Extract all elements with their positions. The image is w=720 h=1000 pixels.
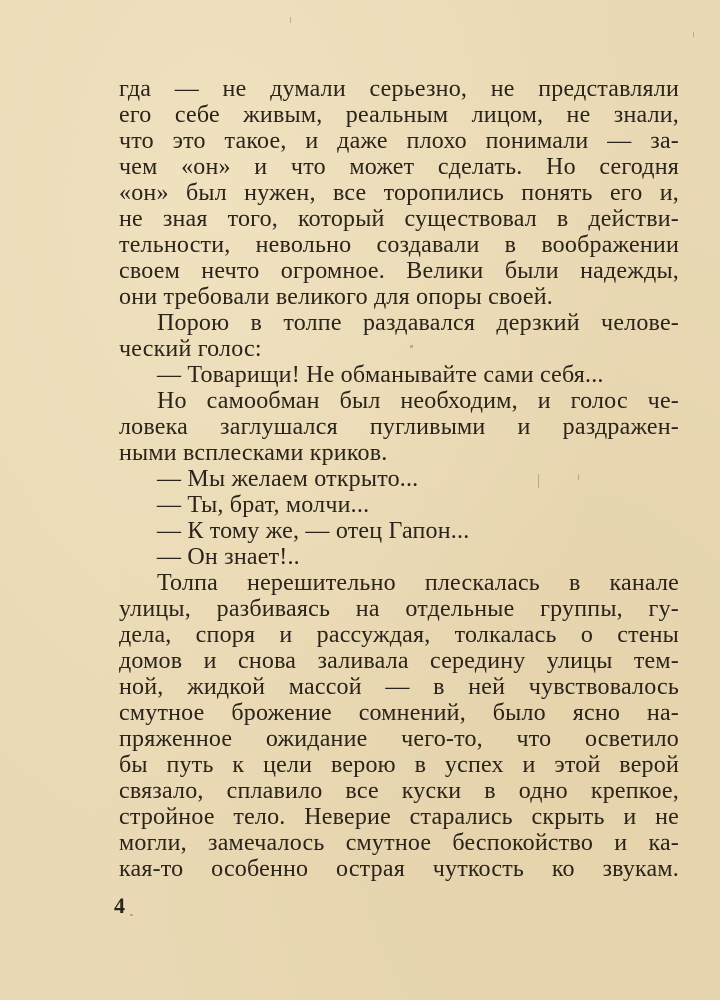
text-line: чем «он» и что может сделать. Но сегодня — [119, 154, 679, 180]
text-line: кая-то особенно острая чуткость ко звукам. — [119, 856, 679, 882]
dialogue-line: — Товарищи! Не обманывайте сами себя... — [157, 362, 604, 388]
text-line: дела, споря и рассуждая, толкалась о стены — [119, 622, 679, 648]
paper-speck — [290, 17, 291, 23]
text-line: могли, замечалось смутное беспокойство и ка- — [119, 830, 679, 856]
text-line: своем нечто огромное. Велики были надежды, — [119, 258, 679, 284]
dialogue-line: — Ты, брат, молчи... — [157, 492, 370, 518]
dialogue-line: — Мы желаем открыто... — [157, 466, 419, 492]
text-line: гда — не думали серьезно, не представляли — [119, 76, 679, 102]
text-line: тельности, невольно создавали в воображении — [119, 232, 679, 258]
text-line: Порою в толпе раздавался дерзкий челове- — [157, 310, 679, 336]
body-text — [119, 76, 679, 882]
text-line: его себе живым, реальным лицом, не знали, — [119, 102, 679, 128]
page-number: 4 — [114, 893, 125, 918]
text-line: домов и снова заливала середину улицы тем- — [119, 648, 679, 674]
text-line: ческий голос: — [119, 336, 262, 362]
dialogue-line: — Он знает!.. — [157, 544, 300, 570]
text-line: они требовали великого для опоры своей. — [119, 284, 553, 310]
paper-speck — [130, 914, 133, 916]
text-line: что это такое, и даже плохо понимали — за- — [119, 128, 679, 154]
text-line: бы путь к цели верою в успех и этой верой — [119, 752, 679, 778]
paper-speck — [578, 474, 579, 480]
text-line: ловека заглушался пугливыми и раздражен- — [119, 414, 679, 440]
paper-speck — [693, 32, 694, 37]
text-line: «он» был нужен, все торопились понять его и, — [119, 180, 679, 206]
text-line: пряженное ожидание чего-то, что осветило — [119, 726, 679, 752]
text-line: Но самообман был необходим, и голос че- — [157, 388, 679, 414]
text-line: улицы, разбиваясь на отдельные группы, гу- — [119, 596, 679, 622]
text-line: связало, сплавило все куски в одно крепкое, — [119, 778, 679, 804]
text-line: смутное брожение сомнений, было ясно на- — [119, 700, 679, 726]
text-line: Толпа нерешительно плескалась в канале — [157, 570, 679, 596]
paper-speck — [538, 474, 539, 488]
paper-speck — [410, 345, 413, 348]
text-line: не зная того, который существовал в действи- — [119, 206, 679, 232]
text-line: ными всплесками криков. — [119, 440, 388, 466]
text-line: стройное тело. Неверие старались скрыть и не — [119, 804, 679, 830]
text-line: ной, жидкой массой — в ней чувствовалось — [119, 674, 679, 700]
dialogue-line: — К тому же, — отец Гапон... — [157, 518, 470, 544]
